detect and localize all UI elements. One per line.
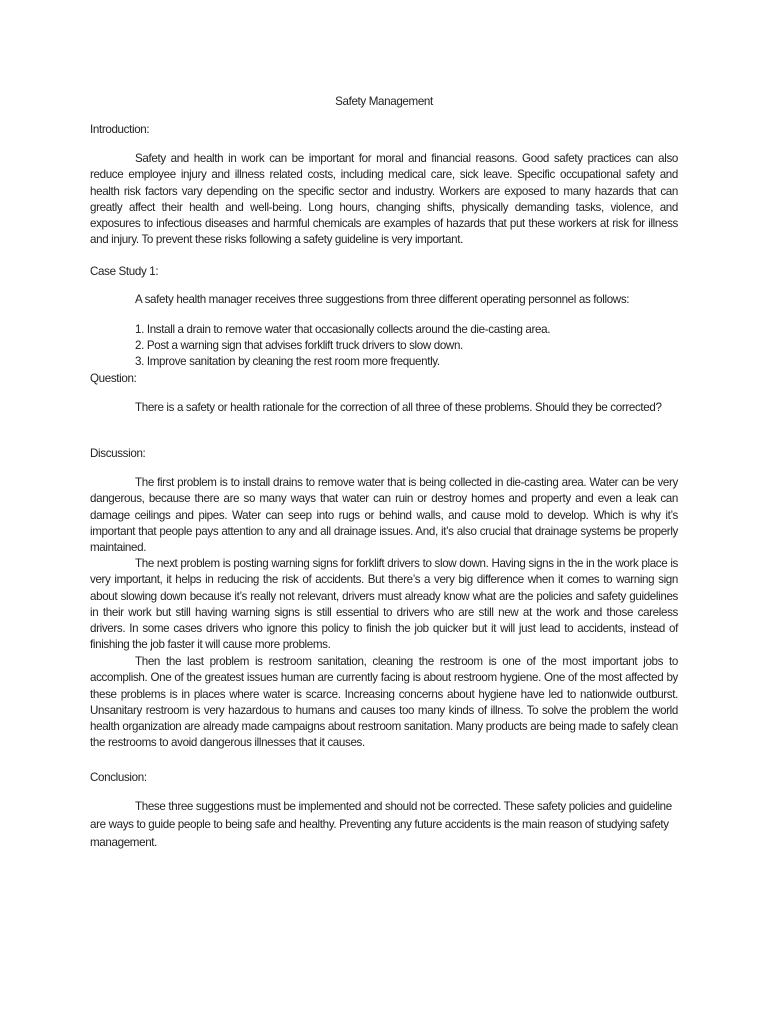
conclusion-heading: Conclusion: bbox=[90, 771, 147, 784]
introduction-heading: Introduction: bbox=[90, 123, 150, 136]
question-heading: Question: bbox=[90, 372, 137, 385]
case-study-heading: Case Study 1: bbox=[90, 265, 159, 278]
suggestion-item-3: 3. Improve sanitation by cleaning the rest room more frequently. bbox=[135, 355, 440, 368]
discussion-paragraph-1: The first problem is to install drains to remove water that is being collected in die-casting area. Water can be very dangerous, because there are so many ways that water can ruin or destroy homes and property and even a leak can damage ceilings and pipes. Water can seep into rugs or behind walls, and cause mold to develop. Which is why it’s important that people pays attention to any and all drainage issues. And, it’s also crucial that drainage systems be properly maintained. bbox=[90, 476, 678, 555]
page-title: Safety Management bbox=[335, 95, 433, 108]
case-study-intro: A safety health manager receives three suggestions from three different operating personnel as follows: bbox=[135, 293, 630, 306]
question-paragraph: There is a safety or health rationale for the correction of all three of these problems. Should they be corrected? bbox=[135, 401, 662, 414]
conclusion-paragraph: These three suggestions must be implemented and should not be corrected. These safety policies and guideline are ways to guide people to being safe and healthy. Preventing any future accidents is the main reason of studying safety management. bbox=[90, 800, 672, 849]
introduction-paragraph: Safety and health in work can be important for moral and financial reasons. Good safety practices can also reduce employee injury and illness related costs, including medical care, sick leave. Specific occupational safety and health risk factors vary depending on the specific sector and industry. Workers are exposed to many hazards that can greatly affect their health and well-being. Long hours, changing shifts, physically demanding tasks, violence, and exposures to infectious diseases and harmful chemicals are examples of hazards that put these workers at risk for illness and injury. To prevent these risks following a safety guideline is very important. bbox=[90, 152, 678, 247]
suggestion-item-2: 2. Post a warning sign that advises forklift truck drivers to slow down. bbox=[135, 339, 463, 352]
suggestion-item-1: 1. Install a drain to remove water that occasionally collects around the die-casting area. bbox=[135, 323, 551, 336]
discussion-paragraph-3: Then the last problem is restroom sanitation, cleaning the restroom is one of the most important jobs to accomplish. One of the greatest issues human are currently facing is about restroom hygiene. One of the most affected by these problems is in places where water is scarce. Increasing concerns about hygiene have led to nationwide outburst. Unsanitary restroom is very hazardous to humans and causes too many kinds of illness. To solve the problem the world health organization are already made campaigns about restroom sanitation. Many products are being made to safely clean the restrooms to avoid dangerous illnesses that it causes. bbox=[90, 655, 678, 750]
discussion-paragraph-2: The next problem is posting warning signs for forklift drivers to slow down. Having signs in the in the work place is very important, it helps in reducing the risk of accidents. But there’s a very big difference when it comes to warning sign about slowing down because it’s really not relevant, drivers must already know what are the policies and safety guidelines in their work but still having warning signs is still essential to drivers who are still new at the work and those careless drivers. In some cases drivers who ignore this policy to finish the job quicker but it will just lead to accidents, instead of finishing the job faster it will cause more problems. bbox=[90, 557, 678, 652]
discussion-heading: Discussion: bbox=[90, 447, 146, 460]
